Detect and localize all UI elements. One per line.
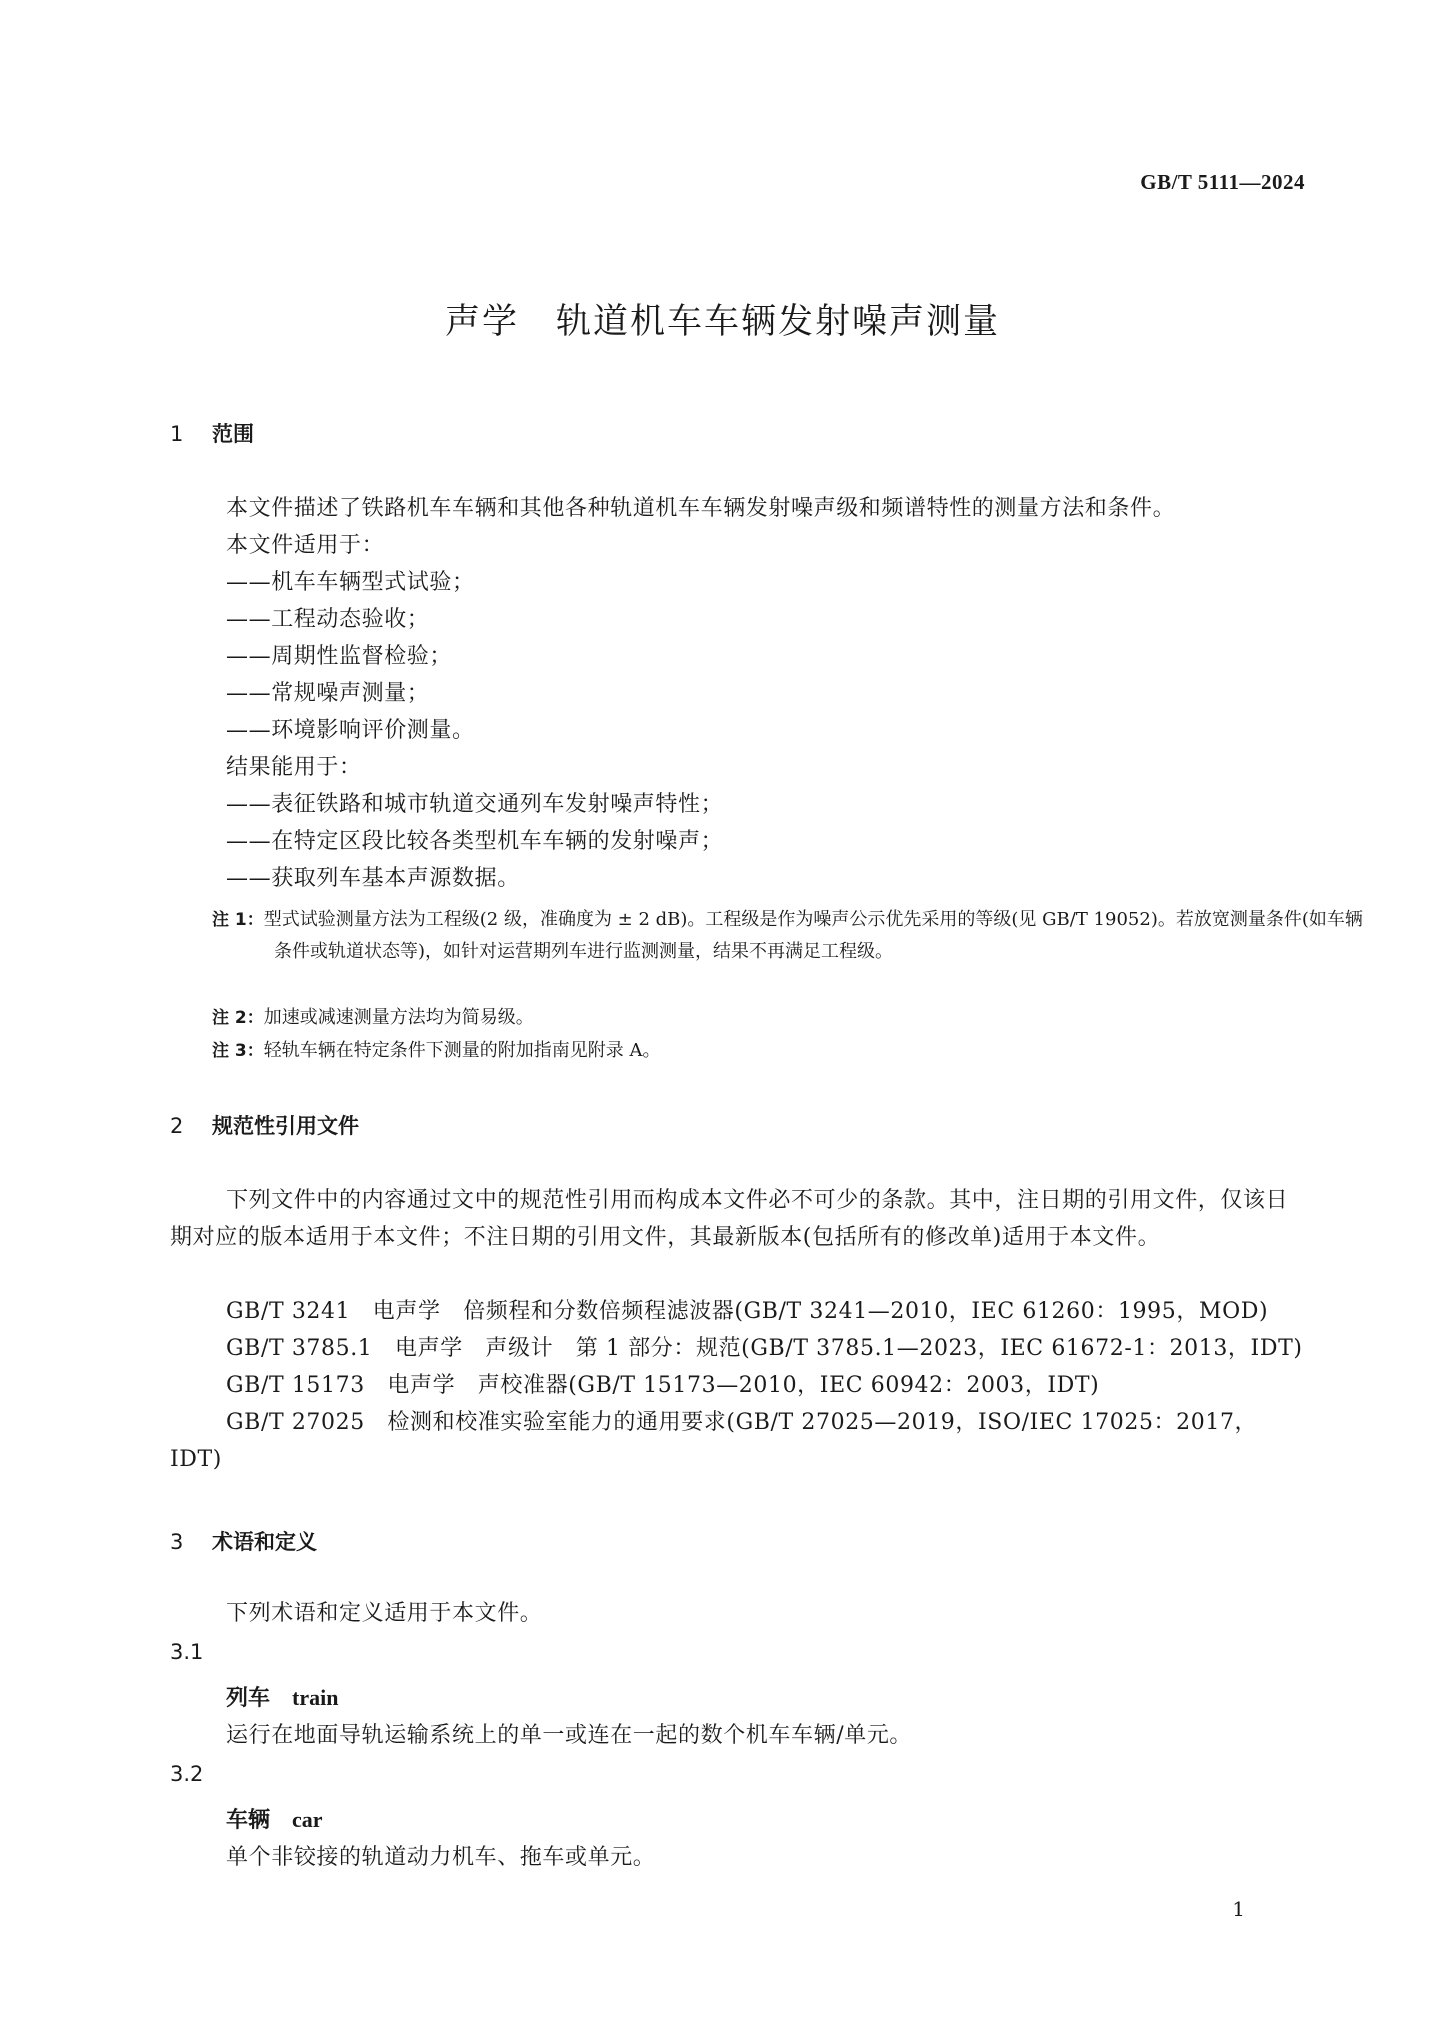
section-number: 3 <box>170 1530 184 1554</box>
section-title: 术语和定义 <box>212 1530 317 1554</box>
list-item: ——机车车辆型式试验； <box>226 570 475 595</box>
list-item: ——常规噪声测量； <box>226 681 430 706</box>
normative-intro: 下列文件中的内容通过文中的规范性引用而构成本文件必不可少的条款。其中，注日期的引用文件，仅该日期对应的版本适用于本文件；不注日期的引用文件，其最新版本(包括所有的修改单)适用于本文件。 <box>170 1188 1289 1250</box>
terms-intro: 下列术语和定义适用于本文件。 <box>226 1601 543 1626</box>
note-text: 加速或减速测量方法均为简易级。 <box>263 1007 534 1028</box>
term-definition: 运行在地面导轨运输系统上的单一或连在一起的数个机车车辆/单元。 <box>226 1723 913 1748</box>
term-number: 3.1 <box>170 1640 204 1664</box>
page-number: 1 <box>1232 1897 1245 1921</box>
section-1-heading <box>170 418 254 448</box>
section-title: 范围 <box>212 422 254 446</box>
results-label: 结果能用于： <box>226 755 362 780</box>
section-title: 规范性引用文件 <box>212 1114 359 1138</box>
note-label: 注 2： <box>212 1008 264 1028</box>
term-number: 3.2 <box>170 1762 204 1786</box>
term-name-en: car <box>292 1807 323 1832</box>
note-label: 注 3： <box>212 1041 264 1061</box>
applies-label: 本文件适用于： <box>226 533 385 558</box>
reference-item: GB/T 27025 检测和校准实验室能力的通用要求(GB/T 27025—2019，ISO/IEC 17025：2017，IDT) <box>170 1410 1258 1472</box>
list-item: ——工程动态验收； <box>226 607 430 632</box>
reference-item: GB/T 3241 电声学 倍频程和分数倍频程滤波器(GB/T 3241—2010，IEC 61260：1995，MOD) <box>226 1299 1269 1324</box>
reference-item: GB/T 15173 电声学 声校准器(GB/T 15173—2010，IEC 60942：2003，IDT) <box>226 1373 1100 1398</box>
term-name-cn: 列车 <box>226 1686 271 1711</box>
term-name <box>226 1681 338 1712</box>
scope-intro: 本文件描述了铁路机车车辆和其他各种轨道机车车辆发射噪声级和频谱特性的测量方法和条件。 <box>226 496 1176 521</box>
section-number: 2 <box>170 1114 184 1138</box>
standard-code: GB/T 5111—2024 <box>1140 170 1305 194</box>
list-item: ——表征铁路和城市轨道交通列车发射噪声特性； <box>226 792 724 817</box>
term-definition: 单个非铰接的轨道动力机车、拖车或单元。 <box>226 1845 656 1870</box>
reference-item: GB/T 3785.1 电声学 声级计 第 1 部分：规范(GB/T 3785.1—2023，IEC 61672-1：2013，IDT) <box>226 1336 1303 1361</box>
section-2-heading <box>170 1110 359 1140</box>
term-name <box>226 1803 323 1834</box>
document-title: 声学 轨道机车车辆发射噪声测量 <box>444 302 1000 342</box>
term-name-cn: 车辆 <box>226 1808 271 1833</box>
list-item: ——获取列车基本声源数据。 <box>226 866 520 891</box>
note-text: 型式试验测量方法为工程级(2 级，准确度为 ± 2 dB)。工程级是作为噪声公示优先采用的等级(见 GB/T 19052)。若放宽测量条件(如车辆条件或轨道状态等)，如针对运营期列车进行监测测量，结果不再满足工程级。 <box>263 909 1363 962</box>
term-name-en: train <box>292 1685 339 1710</box>
list-item: ——环境影响评价测量。 <box>226 718 475 743</box>
note-2 <box>212 1002 1302 1034</box>
list-item: ——在特定区段比较各类型机车车辆的发射噪声； <box>226 829 724 854</box>
note-text: 轻轨车辆在特定条件下测量的附加指南见附录 A。 <box>263 1040 661 1061</box>
section-number: 1 <box>170 422 184 446</box>
list-item: ——周期性监督检验； <box>226 644 453 669</box>
note-3 <box>212 1035 1302 1067</box>
note-label: 注 1： <box>212 910 264 930</box>
section-3-heading <box>170 1526 317 1556</box>
note-1 <box>212 904 1364 967</box>
